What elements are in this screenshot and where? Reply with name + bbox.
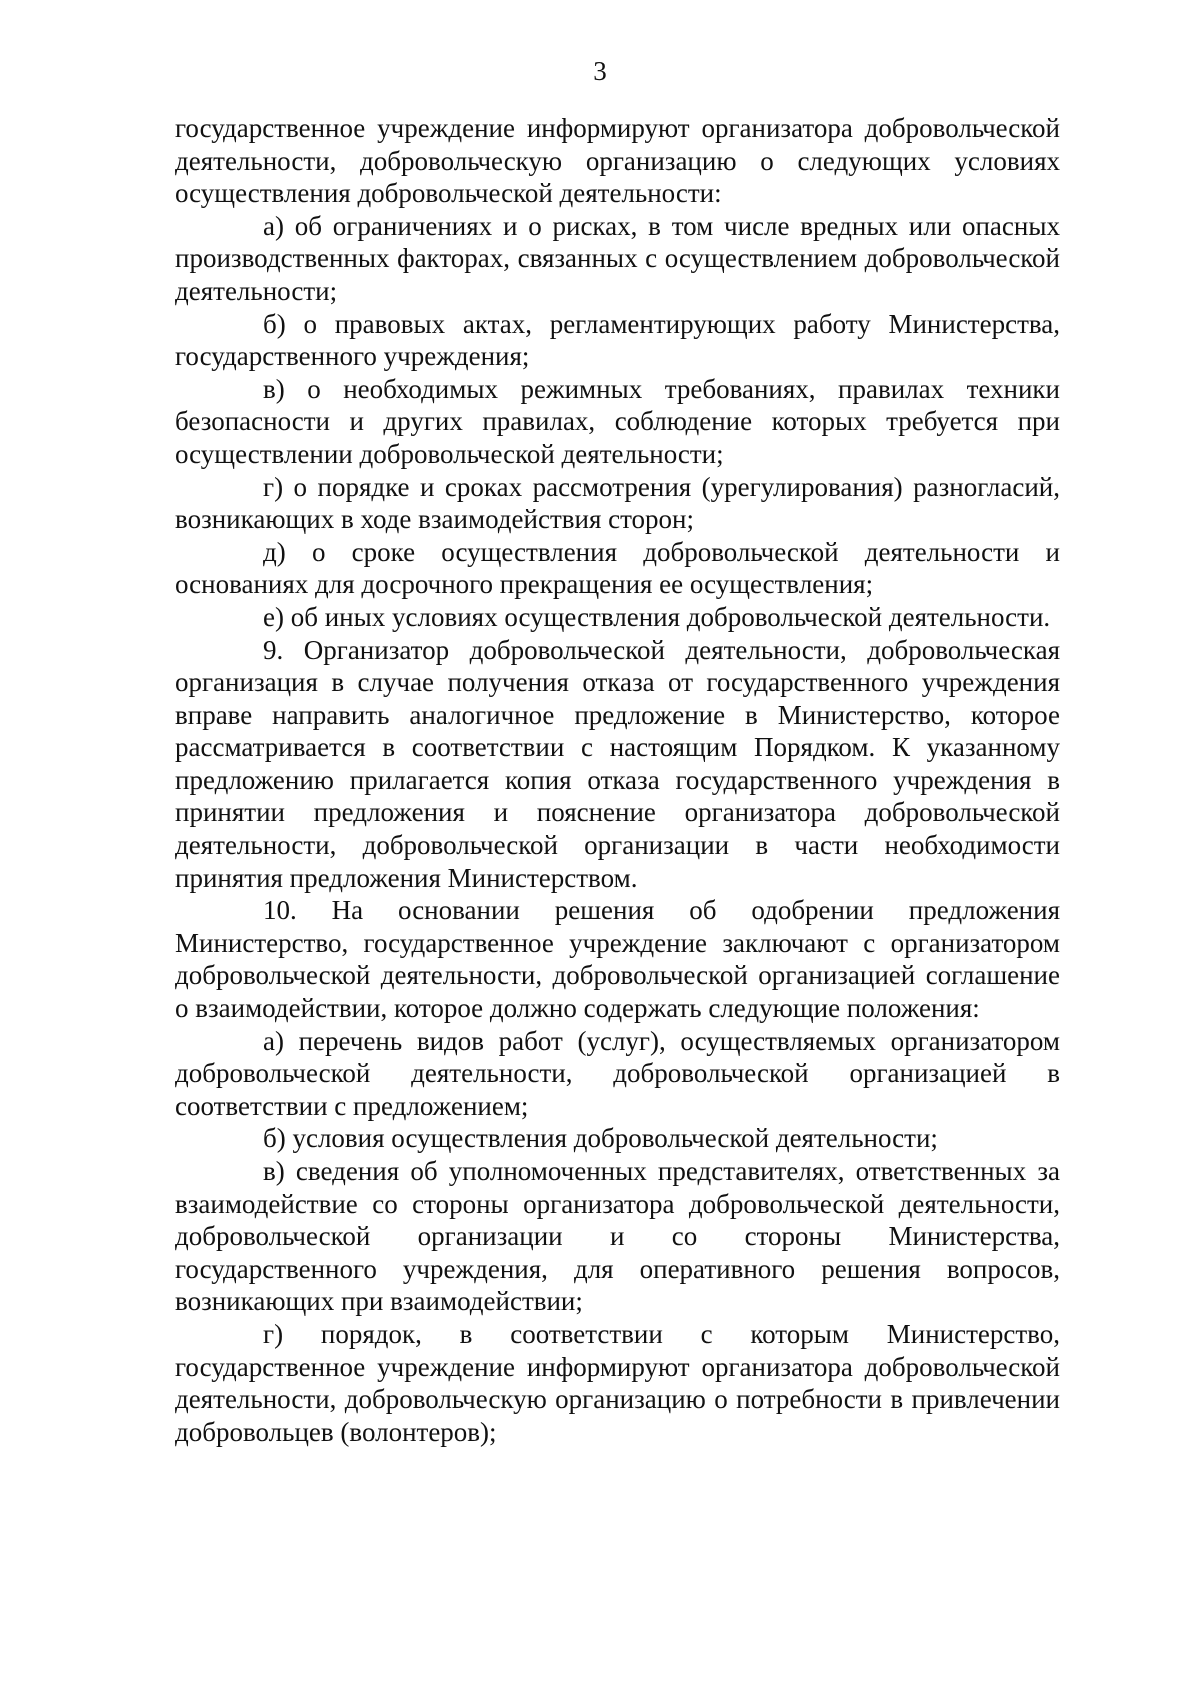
paragraph-clause-10-item-b: б) условия осуществления добровольческой деятельности; (263, 1123, 938, 1154)
document-body (175, 112, 1060, 1448)
paragraph-item-e: е) об иных условиях осуществления добровольческой деятельности. (263, 601, 1051, 632)
paragraph-item-b: б) о правовых актах, регламентирующих работу Министерства, государственного учреждения; (175, 308, 1060, 372)
paragraph-continuation: государственное учреждение информируют организатора добровольческой деятельности, добровольческую организацию о следующих условиях осуществления добровольческой деятельности: (175, 113, 1060, 209)
paragraph-item-v: в) о необходимых режимных требованиях, правилах техники безопасности и других правилах, соблюдение которых требуется при осуществлении добровольческой деятельности; (175, 373, 1060, 469)
paragraph-item-d: д) о сроке осуществления добровольческой деятельности и основаниях для досрочного прекращения ее осуществления; (175, 536, 1060, 600)
paragraph-clause-10-item-g: г) порядок, в соответствии с которым Министерство, государственное учреждение информируют организатора добровольческой деятельности, добровольческую организацию о потребности в привлечении добровольцев (волонтеров); (175, 1318, 1060, 1447)
page-number: 3 (593, 56, 607, 86)
paragraph-item-g: г) о порядке и сроках рассмотрения (урегулирования) разногласий, возникающих в ходе взаимодействия сторон; (175, 471, 1060, 535)
paragraph-clause-9: 9. Организатор добровольческой деятельности, добровольческая организация в случае получения отказа от государственного учреждения вправе направить аналогичное предложение в Министерство, которое рассматривается в соответствии с настоящим Порядком. К указанному предложению прилагается копия отказа государственного учреждения в принятии предложения и пояснение организатора добровольческой деятельности, добровольческой организации в части необходимости принятия предложения Министерством. (175, 634, 1060, 893)
paragraph-item-a: а) об ограничениях и о рисках, в том числе вредных или опасных производственных факторах, связанных с осуществлением добровольческой деятельности; (175, 210, 1060, 306)
paragraph-clause-10-item-a: а) перечень видов работ (услуг), осуществляемых организатором добровольческой деятельности, добровольческой организацией в соответствии с предложением; (175, 1025, 1060, 1121)
paragraph-clause-10-item-v: в) сведения об уполномоченных представителях, ответственных за взаимодействие со стороны организатора добровольческой деятельности, добровольческой организации и со стороны Министерства, государственного учреждения, для оперативного решения вопросов, возникающих при взаимодействии; (175, 1156, 1060, 1317)
paragraph-clause-10: 10. На основании решения об одобрении предложения Министерство, государственное учреждение заключают с организатором добровольческой деятельности, добровольческой организацией соглашение о взаимодействии, которое должно содержать следующие положения: (175, 895, 1060, 1024)
